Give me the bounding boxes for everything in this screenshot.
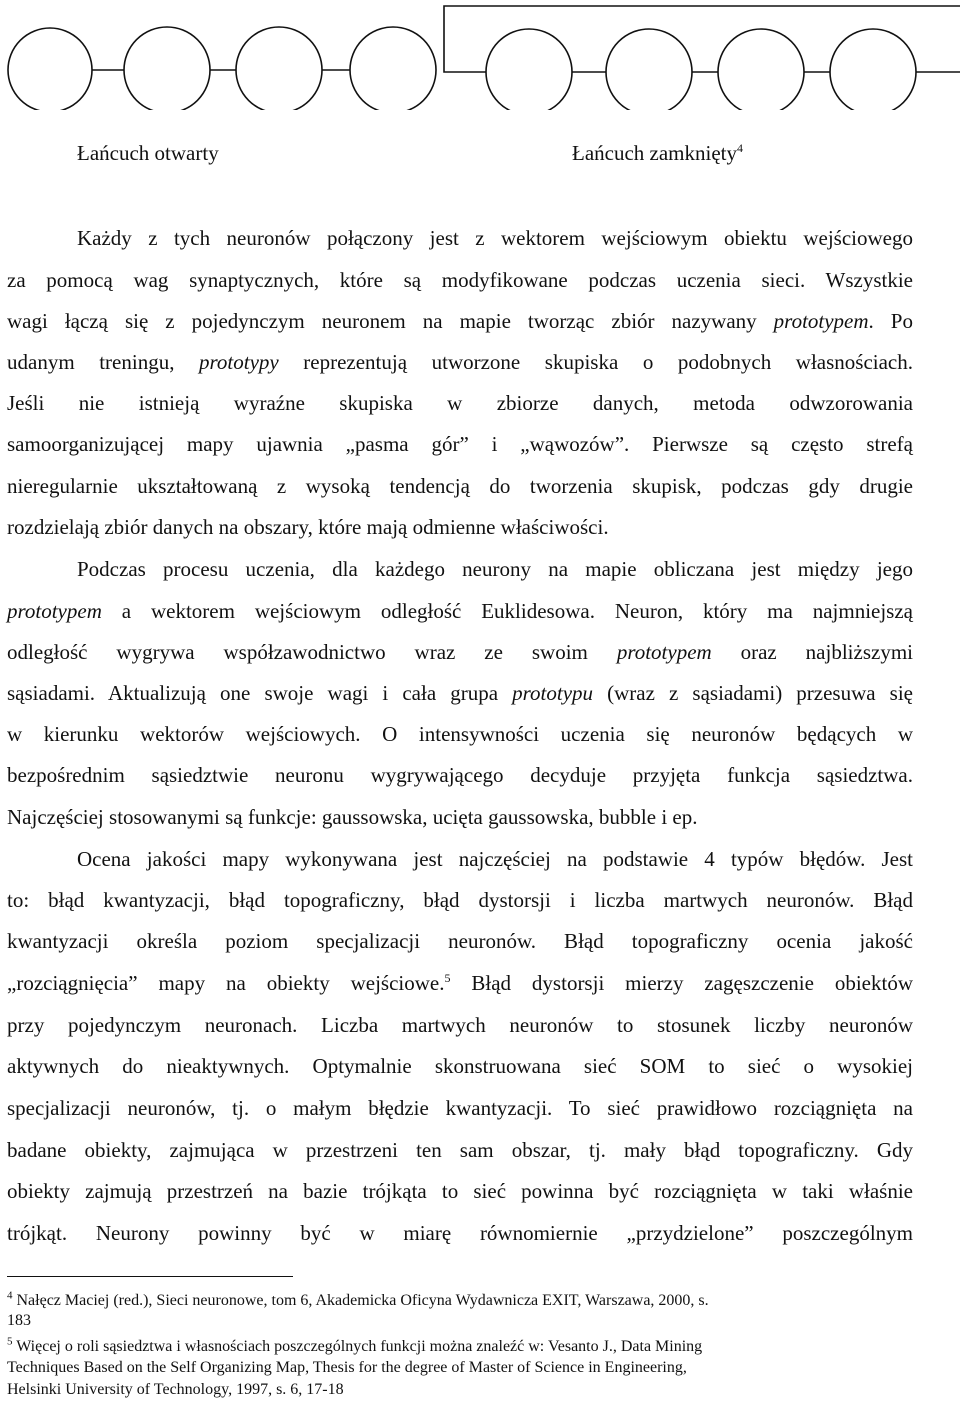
paragraph-1-line: za pomocą wag synaptycznych, które są modyfikowane podczas uczenia sieci. Wszystkie <box>7 268 913 292</box>
term-prototype: prototypem <box>7 599 102 623</box>
neuron-node <box>350 27 436 110</box>
footnote-separator <box>7 1276 293 1277</box>
paragraph-3-line: obiekty zajmują przestrzeń na bazie trójkąta to sieć powinna być rozciągnięta w taki właśnie <box>7 1179 913 1203</box>
paragraph-2-line: prototypem a wektorem wejściowym odległość Euklidesowa. Neuron, który ma najmniejszą <box>7 599 913 623</box>
paragraph-2-line: Podczas procesu uczenia, dla każdego neurony na mapie obliczana jest między jego <box>77 557 913 581</box>
paragraph-1-line: nieregularnie ukształtowaną z wysoką tendencją do tworzenia skupisk, podczas gdy drugie <box>7 474 913 498</box>
neuron-node <box>124 27 210 110</box>
paragraph-1-line: wagi łączą się z pojedynczym neuronem na mapie tworząc zbiór nazywany prototypem. Po <box>7 309 913 333</box>
neuron-node <box>718 29 804 110</box>
footnote-5-continuation: Helsinki University of Technology, 1997, s. 6, 17-18 <box>7 1381 344 1398</box>
paragraph-1-line: samoorganizującej mapy ujawnia „pasma gór” i „wąwozów”. Pierwsze są często strefą <box>7 432 913 456</box>
open-chain-caption: Łańcuch otwarty <box>77 141 219 165</box>
neuron-chain-figure <box>0 0 960 110</box>
footnote-number: 5 <box>7 1335 13 1348</box>
paragraph-2-line: odległość wygrywa współzawodnictwo wraz ze swoim prototypem oraz najbliższymi <box>7 640 913 664</box>
paragraph-2-line: bezpośrednim sąsiedztwie neuronu wygrywającego decyduje przyjęta funkcja sąsiedztwa. <box>7 763 913 787</box>
neuron-node <box>830 29 916 110</box>
footnote-5-continuation: Techniques Based on the Self Organizing Map, Thesis for the degree of Master of Science in Engineering, <box>7 1359 687 1376</box>
paragraph-3-line: „rozciągnięcia” mapy na obiekty wejściowe.$^5$ Błąd dystorsji mierzy zagęszczenie obiektów <box>7 971 913 995</box>
neuron-node <box>236 27 322 110</box>
footnote-4-continuation: 183 <box>7 1312 31 1329</box>
closed-chain-diagram <box>444 6 960 110</box>
neuron-node <box>486 29 572 110</box>
paragraph-1-line: Każdy z tych neuronów połączony jest z wektorem wejściowym obiektu wejściowego <box>77 226 913 250</box>
paragraph-3-line: trójkąt. Neurony powinny być w miarę równomiernie „przydzielone” poszczególnym <box>7 1221 913 1245</box>
paragraph-3-line: aktywnych do nieaktywnych. Optymalnie skonstruowana sieć SOM to sieć o wysokiej <box>7 1054 913 1078</box>
footnote-5: $^5$ Więcej o roli sąsiedztwa i własnościach poszczególnych funkcji można znaleźć w: Vesanto J., Data Mining <box>7 1335 703 1355</box>
closed-chain-caption <box>572 138 743 168</box>
paragraph-2-line: Najczęściej stosowanymi są funkcje: gaussowska, ucięta gaussowska, bubble i ep. <box>7 805 698 829</box>
neuron-node <box>8 28 92 110</box>
term-prototype: prototypem <box>773 309 869 333</box>
paragraph-3-line: Ocena jakości mapy wykonywana jest najczęściej na podstawie 4 typów błędów. Jest <box>77 847 913 871</box>
paragraph-3-line: specjalizacji neuronów, tj. o małym błędzie kwantyzacji. To sieć prawidłowo rozciągnięta na <box>7 1096 913 1120</box>
footnote-ref-5: 5 <box>444 971 451 985</box>
term-prototype: prototypem <box>616 640 712 664</box>
closed-chain-caption-text: Łańcuch zamknięty <box>572 141 738 165</box>
neuron-node <box>606 29 692 110</box>
paragraph-1-line: Jeśli nie istnieją wyraźne skupiska w zbiorze danych, metoda odwzorowania <box>7 391 913 415</box>
paragraph-3-line: przy pojedynczym neuronach. Liczba martwych neuronów to stosunek liczby neuronów <box>7 1013 913 1037</box>
footnote-ref-4: 4 <box>737 141 744 155</box>
term-prototype: prototypu <box>512 681 594 705</box>
term-prototypes: prototypy <box>199 350 279 374</box>
footnote-4: $^4$ Nałęcz Maciej (red.), Sieci neuronowe, tom 6, Akademicka Oficyna Wydawnicza EXIT, Warszawa, 2000, s. <box>7 1289 709 1309</box>
footnote-number: 4 <box>7 1289 13 1302</box>
paragraph-3-line: kwantyzacji określa poziom specjalizacji neuronów. Błąd topograficzny ocenia jakość <box>7 929 913 953</box>
paragraph-3-line: badane obiekty, zajmująca w przestrzeni ten sam obszar, tj. mały błąd topograficzny. Gdy <box>7 1138 913 1162</box>
paragraph-1-line: rozdzielają zbiór danych na obszary, które mają odmienne właściwości. <box>7 515 609 539</box>
paragraph-1-line: udanym treningu, prototypy reprezentują utworzone skupiska o podobnych własnościach. <box>7 350 914 374</box>
paragraph-3-line: to: błąd kwantyzacji, błąd topograficzny, błąd dystorsji i liczba martwych neuronów. Błąd <box>7 888 913 912</box>
open-chain-diagram <box>8 27 436 110</box>
paragraph-2-line: w kierunku wektorów wejściowych. O intensywności uczenia się neuronów będących w <box>7 722 913 746</box>
paragraph-2-line: sąsiadami. Aktualizują one swoje wagi i cała grupa prototypu (wraz z sąsiadami) przesuwa się <box>7 681 913 705</box>
